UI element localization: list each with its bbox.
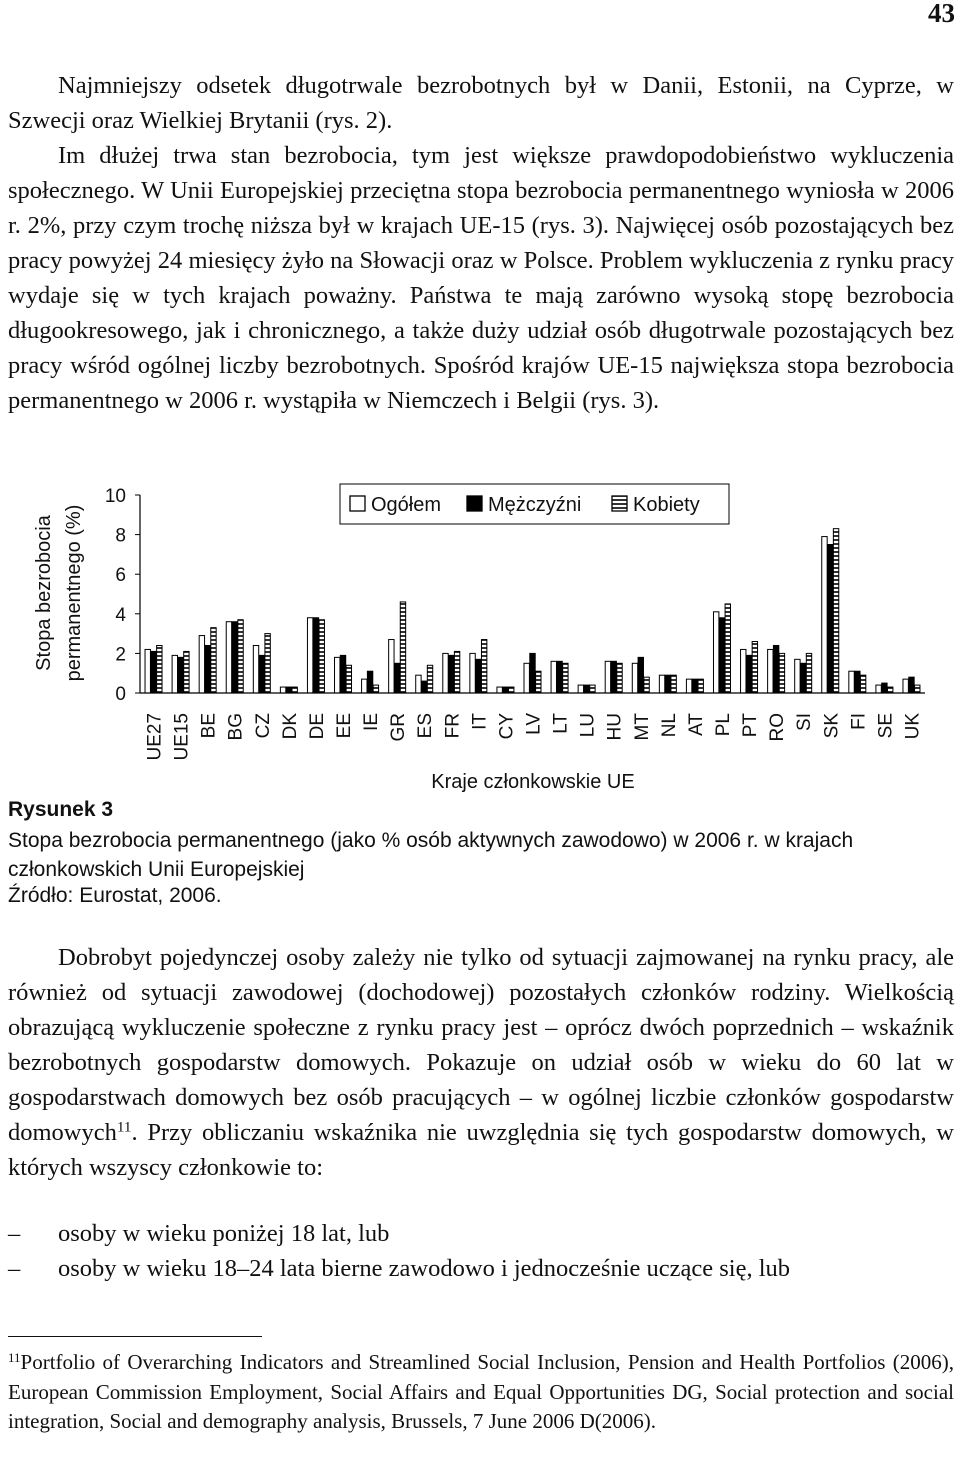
x-tick-label: SE <box>875 713 897 739</box>
x-tick-label: ES <box>415 713 437 739</box>
bar-ogółem <box>578 685 583 693</box>
x-tick-label: RO <box>767 713 789 742</box>
x-tick-label: UE15 <box>171 713 193 761</box>
bar-mężczyźni <box>503 687 508 693</box>
bar-kobiety <box>915 685 920 693</box>
list-item-text: osoby w wieku poniżej 18 lat, lub <box>58 1220 390 1247</box>
x-tick-label: DK <box>279 713 301 740</box>
bar-ogółem <box>497 687 502 693</box>
bar-kobiety <box>346 665 351 693</box>
bar-kobiety <box>806 653 811 693</box>
bar-kobiety <box>265 634 270 693</box>
bar-ogółem <box>226 622 231 693</box>
figure-label: Rysunek 3 <box>8 798 114 821</box>
bar-ogółem <box>172 655 177 693</box>
bar-ogółem <box>795 659 800 693</box>
bar-mężczyźni <box>151 651 156 693</box>
bar-mężczyźni <box>530 653 535 693</box>
x-tick-label: LU <box>577 713 599 738</box>
paragraph-3-continuation: . Przy obliczaniu wskaźnika nie uwzględnia się tych gospodarstw domowych, w których wszyscy członkowie to: <box>8 1119 954 1181</box>
y-tick-label: 0 <box>115 684 126 705</box>
footnote-reference: 11 <box>116 1118 132 1136</box>
x-tick-label: MT <box>631 713 653 741</box>
bar-ogółem <box>470 653 475 693</box>
figure-source: Źródło: Eurostat, 2006. <box>8 884 222 907</box>
x-tick-label: LT <box>550 713 572 734</box>
bar-mężczyźni <box>394 663 399 693</box>
bar-kobiety <box>373 685 378 693</box>
bar-kobiety <box>238 620 243 693</box>
bar-kobiety <box>833 529 838 693</box>
x-tick-label: IT <box>469 713 491 730</box>
bar-kobiety <box>617 663 622 693</box>
bar-ogółem <box>659 675 664 693</box>
bar-kobiety <box>292 687 297 693</box>
bar-ogółem <box>605 661 610 693</box>
bar-kobiety <box>211 628 216 693</box>
bar-kobiety <box>481 640 486 693</box>
x-tick-label: UE27 <box>144 713 166 761</box>
bar-ogółem <box>632 663 637 693</box>
bar-kobiety <box>752 642 757 693</box>
x-tick-label: CZ <box>252 713 274 739</box>
legend-swatch <box>350 496 365 511</box>
paragraph-3-text: Dobrobyt pojedynczej osoby zależy nie tylko od sytuacji zajmowanej na rynku pracy, ale również od sytuacji zawodowej (dochodowej) pozostałych członków rodziny. Wielkością obrazującą wykluczenie społeczne z rynku pracy jest – oprócz dwóch poprzednich – wskaźnik bezrobotnych gospodarstw domowych. Pokazuje on udział osób w wieku do 60 lat w gospodarstwach domowych bez osób pracujących – w ogólnej liczbie członków gospodarstw domowych <box>8 944 954 1146</box>
bar-kobiety <box>509 687 514 693</box>
bar-ogółem <box>741 649 746 693</box>
legend-label: Ogółem <box>371 494 442 516</box>
bar-ogółem <box>443 653 448 693</box>
bar-ogółem <box>876 685 881 693</box>
bar-mężczyźni <box>313 618 318 693</box>
bar-ogółem <box>849 671 854 693</box>
x-tick-label: PL <box>713 713 734 737</box>
bar-ogółem <box>551 661 556 693</box>
x-tick-label: HU <box>604 713 626 741</box>
footnote-text: Portfolio of Overarching Indicators and Streamlined Social Inclusion, Pension and Health Portfolios (2006), European Commission Employment, Social Affairs and Equal Opportunities DG, Social protection and social integration, Social and demography analysis, Brussels, 7 June 2006 D(2006). <box>8 1350 954 1433</box>
list-dash: – <box>8 1220 21 1247</box>
bar-mężczyźni <box>882 683 887 693</box>
bar-mężczyźni <box>340 655 345 693</box>
bar-ogółem <box>335 657 340 693</box>
bar-ogółem <box>768 649 773 693</box>
bar-ogółem <box>307 618 312 693</box>
y-axis-label: Stopa bezrobocia <box>33 515 55 671</box>
y-tick-label: 6 <box>115 565 126 587</box>
bar-mężczyźni <box>367 671 372 693</box>
bar-mężczyźni <box>773 645 778 693</box>
y-tick-label: 10 <box>104 486 126 507</box>
page-number: 43 <box>928 0 955 28</box>
bar-kobiety <box>319 620 324 693</box>
bar-mężczyźni <box>638 657 643 693</box>
bar-mężczyźni <box>205 645 210 693</box>
bar-mężczyźni <box>909 677 914 693</box>
bar-ogółem <box>686 679 691 693</box>
bar-ogółem <box>199 636 204 693</box>
bar-kobiety <box>454 651 459 693</box>
unemployment-chart <box>0 470 960 800</box>
list-item-text: osoby w wieku 18–24 lata bierne zawodowo i jednocześnie uczące się, lub <box>58 1255 791 1282</box>
list-dash: – <box>8 1255 21 1282</box>
x-tick-label: SK <box>821 713 843 739</box>
x-axis-label: Kraje członkowskie UE <box>431 771 635 793</box>
bar-ogółem <box>822 537 827 693</box>
bar-kobiety <box>563 663 568 693</box>
footnote-separator <box>8 1336 262 1337</box>
bar-kobiety <box>860 675 865 693</box>
y-tick-label: 2 <box>115 644 126 666</box>
bar-mężczyźni <box>422 681 427 693</box>
bar-mężczyźni <box>178 657 183 693</box>
y-tick-label: 4 <box>115 604 126 626</box>
bar-kobiety <box>671 675 676 693</box>
x-tick-label: EE <box>334 713 355 739</box>
legend-swatch <box>467 496 482 511</box>
x-tick-label: UK <box>902 713 924 740</box>
bar-mężczyźni <box>746 655 751 693</box>
bar-mężczyźni <box>449 655 454 693</box>
bar-kobiety <box>725 604 730 693</box>
bar-mężczyźni <box>800 663 805 693</box>
y-tick-label: 8 <box>115 525 126 547</box>
bar-ogółem <box>903 679 908 693</box>
bar-mężczyźni <box>259 655 264 693</box>
legend-label: Mężczyźni <box>488 494 582 516</box>
x-tick-label: LV <box>523 713 545 735</box>
x-tick-label: GR <box>388 713 410 742</box>
paragraph-3 <box>8 940 954 1185</box>
bar-kobiety <box>698 679 703 693</box>
bar-mężczyźni <box>476 659 481 693</box>
x-tick-label: FI <box>848 713 870 730</box>
bar-ogółem <box>362 679 367 693</box>
bar-ogółem <box>389 640 394 693</box>
chart-legend <box>340 484 729 524</box>
x-tick-label: DE <box>306 713 328 740</box>
x-tick-label: CY <box>496 713 518 740</box>
bar-kobiety <box>536 671 541 693</box>
footnote-number: 11 <box>8 1349 21 1365</box>
paragraph-2: Im dłużej trwa stan bezrobocia, tym jest większe prawdopodobieństwo wykluczenia społecznego. W Unii Europejskiej przeciętna stopa bezrobocia permanentnego wyniosła w 2006 r. 2%, przy czym trochę niższa był w krajach UE-15 (rys. 3). Najwięcej osób pozostających bez pracy powyżej 24 miesięcy żyło na Słowacji oraz w Polsce. Problem wykluczenia z rynku pracy wydaje się w tych krajach poważny. Państwa te mają zarówno wysoką stopę bezrobocia długookresowego, jak i chronicznego, a także duży udział osób długotrwale pozostających bez pracy wśród ogólnej liczby bezrobotnych. Spośród krajów UE-15 największa stopa bezrobocia permanentnego w 2006 r. wystąpiła w Niemczech i Belgii (rys. 3). <box>8 142 954 414</box>
x-tick-label: NL <box>658 713 680 738</box>
bar-mężczyźni <box>611 661 616 693</box>
legend-swatch <box>612 496 627 511</box>
x-tick-label: BG <box>225 713 247 741</box>
bar-kobiety <box>184 651 189 693</box>
bar-kobiety <box>888 687 893 693</box>
bar-ogółem <box>280 687 285 693</box>
bar-kobiety <box>590 685 595 693</box>
bar-mężczyźni <box>855 671 860 693</box>
x-tick-label: SI <box>794 713 816 731</box>
bar-mężczyźni <box>719 618 724 693</box>
paragraph-1: Najmniejszy odsetek długotrwale bezrobotnych był w Danii, Estonii, na Cyprze, w Szwecji oraz Wielkiej Brytanii (rys. 2). <box>8 72 954 134</box>
bar-ogółem <box>524 663 529 693</box>
figure-caption: Stopa bezrobocia permanentnego (jako % osób aktywnych zawodowo) w 2006 r. w krajach członkowskich Unii Europejskiej <box>8 829 854 881</box>
bar-mężczyźni <box>828 545 833 694</box>
bar-mężczyźni <box>584 685 589 693</box>
bar-mężczyźni <box>286 687 291 693</box>
bar-mężczyźni <box>665 675 670 693</box>
x-tick-label: BE <box>198 713 220 739</box>
bar-ogółem <box>145 649 150 693</box>
bar-kobiety <box>644 677 649 693</box>
bar-mężczyźni <box>557 661 562 693</box>
bar-ogółem <box>253 645 258 693</box>
legend-label: Kobiety <box>633 494 700 516</box>
bar-ogółem <box>713 612 718 693</box>
footnote <box>8 1348 954 1437</box>
bar-kobiety <box>427 665 432 693</box>
bar-mężczyźni <box>692 679 697 693</box>
x-tick-label: PT <box>740 713 762 738</box>
x-tick-label: IE <box>361 713 383 731</box>
bar-mężczyźni <box>232 622 237 693</box>
y-axis-label: permanentnego (%) <box>63 504 85 682</box>
x-tick-label: FR <box>442 713 464 739</box>
bar-kobiety <box>400 602 405 693</box>
bar-kobiety <box>157 645 162 693</box>
x-tick-label: AT <box>685 713 707 736</box>
bar-ogółem <box>416 675 421 693</box>
bar-kobiety <box>779 653 784 693</box>
